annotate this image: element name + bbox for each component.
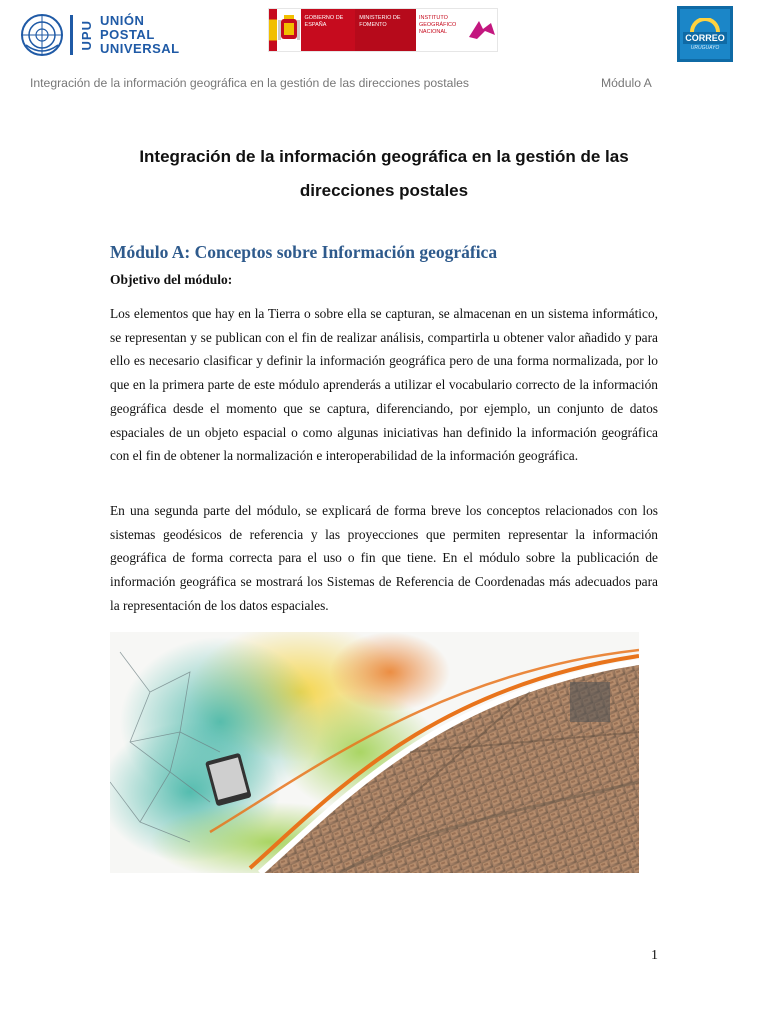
spain-flag-icon [269, 9, 277, 51]
document-title [110, 140, 658, 208]
ministerio-label: MINISTERIO DE FOMENTO [355, 9, 416, 51]
un-globe-icon [18, 11, 66, 59]
ign-signature-icon [467, 9, 497, 51]
sun-icon [688, 18, 722, 32]
objective-label: Objetivo del módulo: [110, 272, 233, 287]
coat-of-arms-icon [277, 9, 301, 51]
document-title-line-2: direcciones postales [299, 181, 469, 200]
spanish-government-logo [268, 8, 498, 52]
document-title-line-1: Integración de la información geográfica en la gestión de las [139, 147, 629, 166]
upu-letters: UPU [79, 19, 94, 51]
upu-wordmark [100, 14, 180, 56]
section-heading: Módulo A: Conceptos sobre Información geográfica [110, 242, 498, 262]
correo-wordmark: CORREO [685, 32, 725, 43]
paragraph-1: Los elementos que hay en la Tierra o sobre ella se capturan, se almacenan en un sistema informático, se representan y se publican con el fin de realizar análisis, compartirla u obtener valor añadido y para ello es necesario clasificar y definir la información geográfica pero de una forma normalizada, por lo que en la primera parte de este módulo aprenderás a utilizar el vocabulario correcto de la información geográfica desde el momento que se captura, diferenciando, por ejemplo, un conjunto de datos espaciales de un objeto espacial o como algunas iniciativas han definido la información geográfica con el fin de obtener la normalización e interoperabilidad de la información geográfica. [110, 306, 658, 464]
geographic-banner-image [110, 632, 639, 873]
page-number: 1 [651, 948, 658, 963]
running-header-title: Integración de la información geográfica en la gestión de las direcciones postales [30, 76, 470, 90]
upu-line-1: UNIÓN [100, 13, 145, 28]
correo-uruguayo-logo [677, 6, 733, 62]
ign-label: INSTITUTO GEOGRÁFICO NACIONAL [418, 15, 457, 35]
upu-line-3: UNIVERSAL [100, 41, 180, 56]
correo-subtitle: URUGUAYO [690, 44, 720, 51]
paragraph-2: En una segunda parte del módulo, se explicará de forma breve los conceptos relacionados con los sistemas geodésicos de referencia y las proyecciones que permiten representar la información geográfica de forma correcta para el uso o fin que tiene. En el módulo sobre la publicación de información geográfica se mostrará los Sistemas de Referencia de Coordenadas más adecuados para la representación de los datos espaciales. [110, 503, 658, 613]
upu-divider [70, 15, 73, 55]
upu-logo [18, 10, 198, 60]
running-header-module: Módulo A [601, 76, 652, 90]
upu-line-2: POSTAL [100, 27, 155, 42]
gobierno-label: GOBIERNO DE ESPAÑA [301, 9, 356, 51]
